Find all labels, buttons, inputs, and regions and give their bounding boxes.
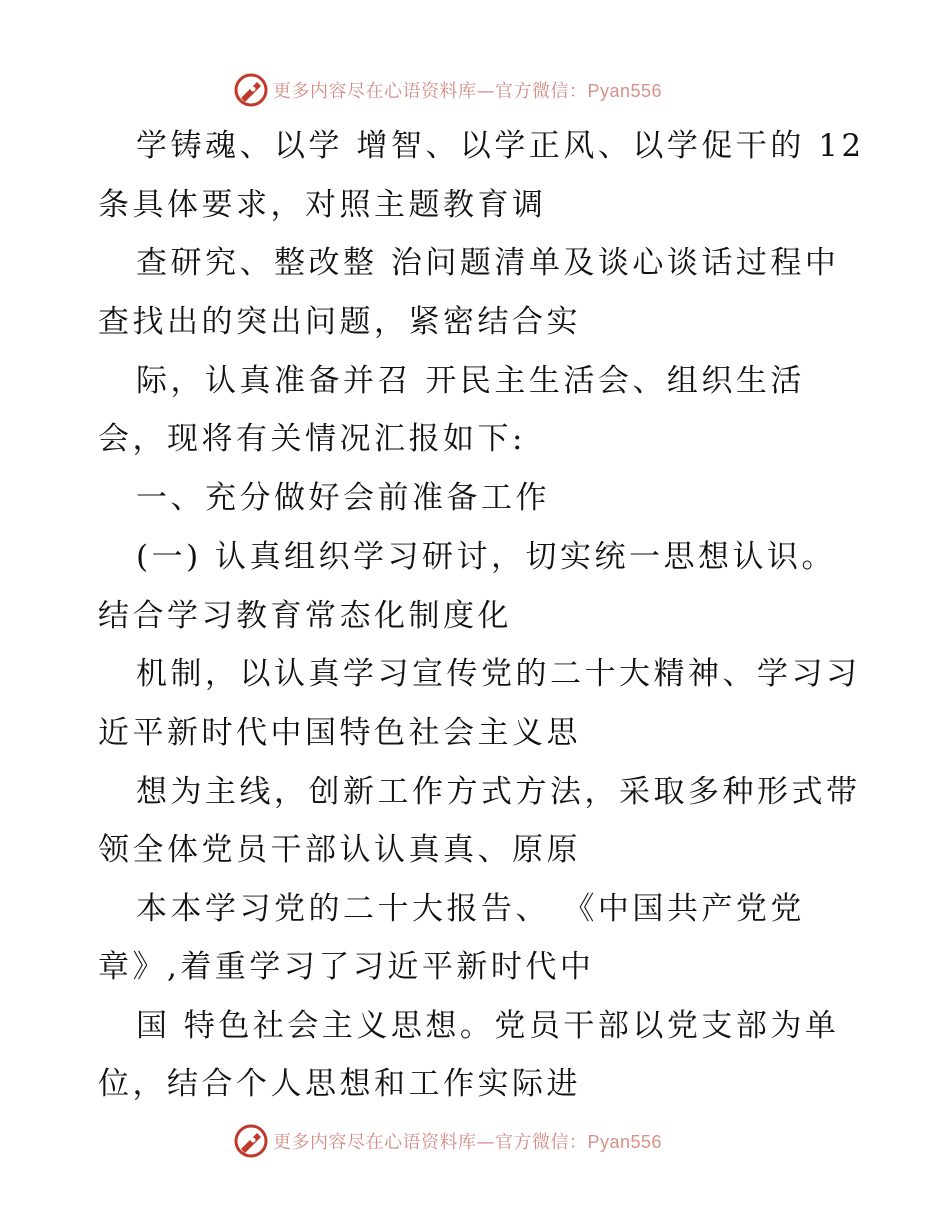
watermark-text: 更多内容尽在心语资料库—官方微信：Pyan556 bbox=[273, 81, 663, 102]
paragraph-line: 位，结合个人思想和工作实际进 bbox=[98, 1066, 581, 1102]
paragraph-line: 国 特色社会主义思想。党员干部以党支部为单 bbox=[136, 1008, 840, 1044]
watermark-text: 更多内容尽在心语资料库—官方微信：Pyan556 bbox=[273, 1132, 663, 1153]
paragraph-line: 结合学习教育常态化制度化 bbox=[98, 598, 512, 634]
section-heading: 一、充分做好会前准备工作 bbox=[136, 480, 550, 516]
pen-nib-circle-icon bbox=[233, 1123, 269, 1159]
paragraph-line: 领全体党员干部认认真真、原原 bbox=[98, 832, 581, 868]
paragraph-line: 条具体要求，对照主题教育调 bbox=[98, 187, 547, 223]
subsection-heading: (一) 认真组织学习研讨，切实统一思想认识。 bbox=[136, 539, 837, 575]
paragraph-line: 学铸魂、以学 增智、以学正风、以学促干的 12 bbox=[136, 128, 865, 164]
paragraph-line: 查研究、整改整 治问题清单及谈心谈话过程中 bbox=[136, 245, 840, 281]
paragraph-line: 机制，以认真学习宣传党的二十大精神、学习习 bbox=[136, 656, 861, 692]
paragraph-line: 章》,着重学习了习近平新时代中 bbox=[98, 949, 595, 985]
paragraph-line: 查找出的突出问题，紧密结合实 bbox=[98, 304, 581, 340]
paragraph-line: 际，认真准备并召 开民主生活会、组织生活 bbox=[136, 363, 805, 399]
paragraph-line: 近平新时代中国特色社会主义思 bbox=[98, 715, 581, 751]
watermark-header bbox=[233, 72, 662, 108]
paragraph-line: 本本学习党的二十大报告、 《中国共产党党 bbox=[136, 891, 805, 927]
paragraph-line: 会，现将有关情况汇报如下: bbox=[98, 421, 526, 457]
pen-nib-circle-icon bbox=[233, 72, 269, 108]
paragraph-line: 想为主线，创新工作方式方法，采取多种形式带 bbox=[136, 774, 861, 810]
watermark-footer bbox=[233, 1123, 662, 1159]
